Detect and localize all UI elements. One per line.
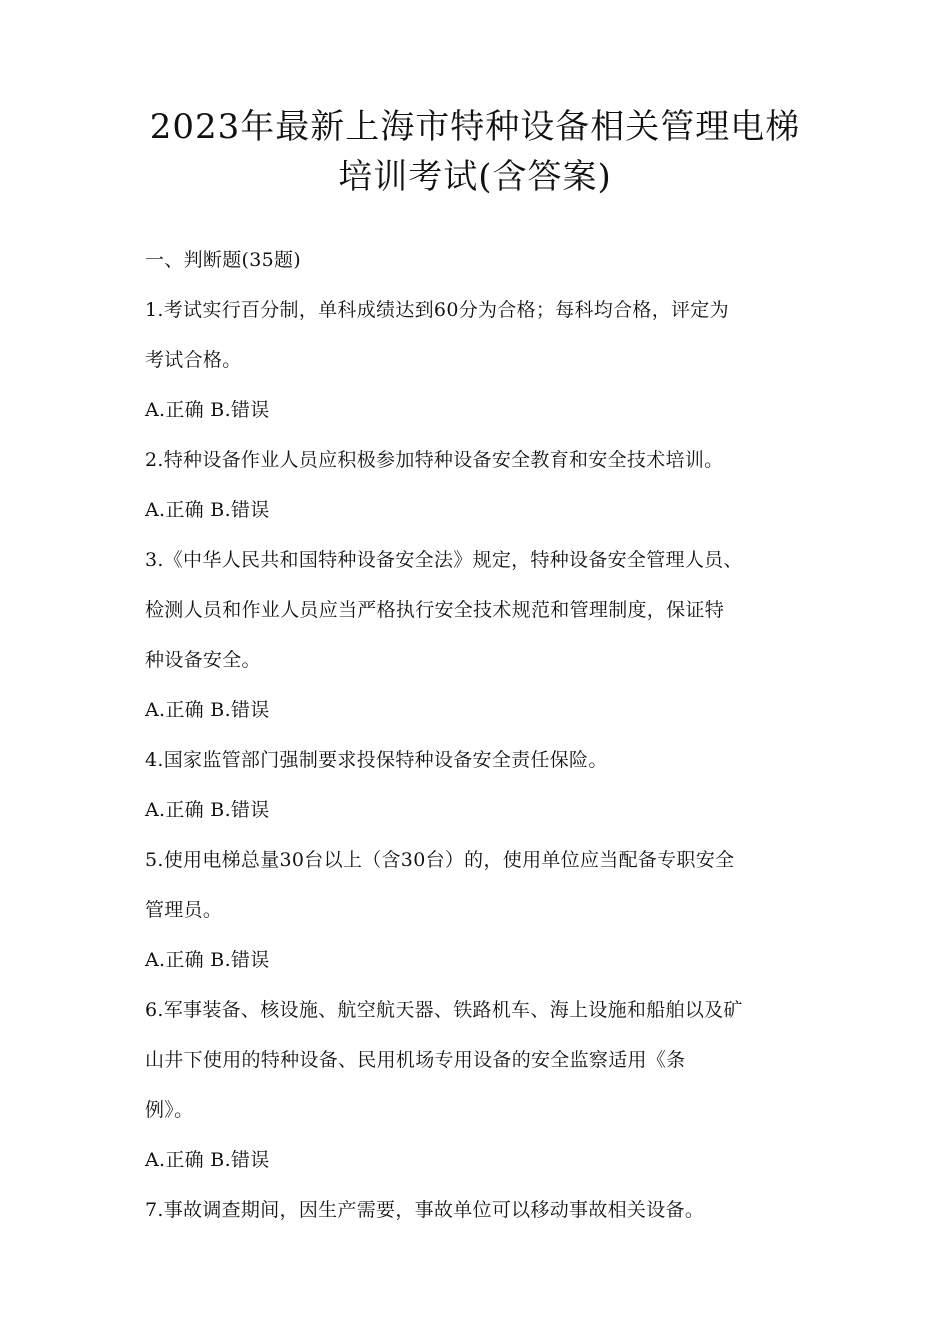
- question-line: 管理员。: [145, 899, 223, 921]
- question-line: 考试合格。: [145, 349, 242, 371]
- answer-options: A.正确 B.错误: [145, 1149, 270, 1171]
- question-line: 1.考试实行百分制，单科成绩达到60分为合格；每科均合格，评定为: [145, 299, 729, 321]
- question-line: 例》。: [145, 1099, 194, 1121]
- answer-options: A.正确 B.错误: [145, 799, 270, 821]
- document-title-line-1: 2023年最新上海市特种设备相关管理电梯: [149, 107, 801, 147]
- answer-options: A.正确 B.错误: [145, 499, 270, 521]
- answer-options: A.正确 B.错误: [145, 949, 270, 971]
- question-line: 山井下使用的特种设备、民用机场专用设备的安全监察适用《条: [145, 1049, 686, 1071]
- answer-options: A.正确 B.错误: [145, 399, 270, 421]
- question-line: 检测人员和作业人员应当严格执行安全技术规范和管理制度，保证特: [145, 599, 725, 621]
- question-line: 6.军事装备、核设施、航空航天器、铁路机车、海上设施和船舶以及矿: [145, 999, 743, 1021]
- question-line: 种设备安全。: [145, 649, 261, 671]
- document-title-line-2: 培训考试(含答案): [338, 157, 612, 197]
- question-line: 2.特种设备作业人员应积极参加特种设备安全教育和安全技术培训。: [145, 449, 724, 471]
- answer-options: A.正确 B.错误: [145, 699, 270, 721]
- question-line: 4.国家监管部门强制要求投保特种设备安全责任保险。: [145, 749, 608, 771]
- question-line: 7.事故调查期间，因生产需要，事故单位可以移动事故相关设备。: [145, 1199, 705, 1221]
- section-heading: 一、判断题(35题): [145, 249, 302, 271]
- question-line: 3.《中华人民共和国特种设备安全法》规定，特种设备安全管理人员、: [145, 549, 743, 571]
- question-line: 5.使用电梯总量30台以上（含30台）的，使用单位应当配备专职安全: [145, 849, 735, 871]
